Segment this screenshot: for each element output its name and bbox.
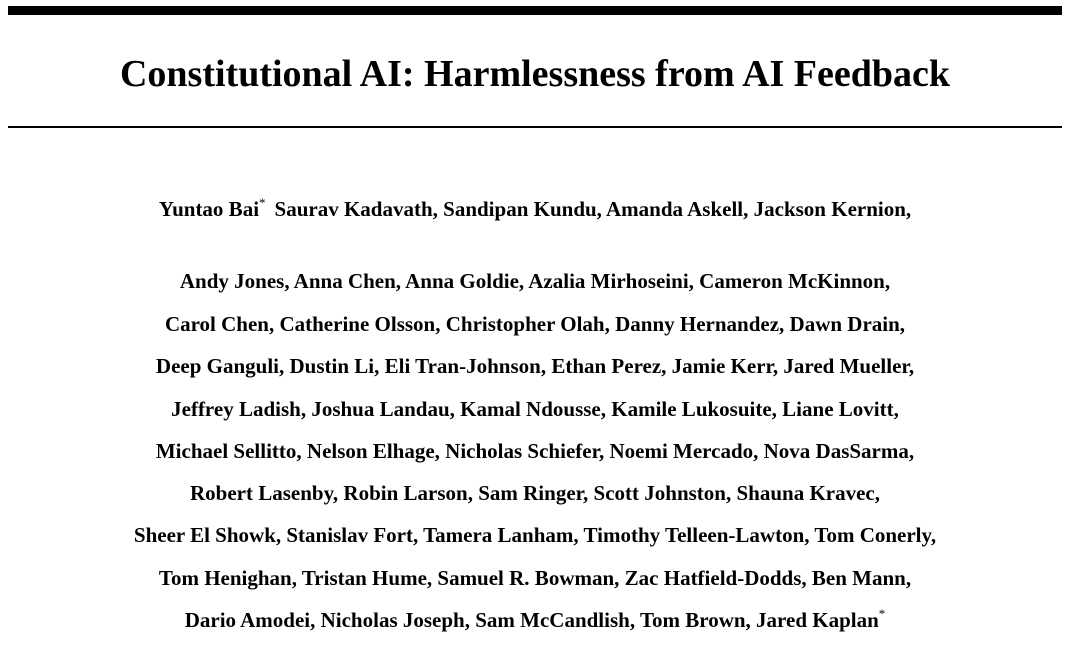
author-line: Jeffrey Ladish, Joshua Landau, Kamal Ndousse, Kamile Lukosuite, Liane Lovitt, [171, 397, 899, 421]
author-line: Carol Chen, Catherine Olsson, Christopher Olah, Danny Hernandez, Dawn Drain, [164, 312, 906, 336]
author-line: Sheer El Showk, Stanislav Fort, Tamera Lanham, Timothy Telleen-Lawton, Tom Conerly, [133, 523, 937, 547]
title-bottom-rule [8, 126, 1062, 128]
author-names: Dario Amodei, Nicholas Joseph, Sam McCandlish, Tom Brown, Jared Kaplan [184, 608, 879, 632]
author-names: Saurav Kadavath, Sandipan Kundu, Amanda Askell, Jackson Kernion, [274, 197, 912, 221]
author-line [8, 606, 1062, 634]
corresponding-author-mark: * [878, 606, 886, 621]
equal-contribution-mark: * [259, 195, 266, 210]
author-line [8, 195, 1062, 223]
title-top-rule [8, 6, 1062, 15]
paper-title: Constitutional AI: Harmlessness from AI Feedback [119, 53, 951, 95]
author-line: Andy Jones, Anna Chen, Anna Goldie, Azalia Mirhoseini, Cameron McKinnon, [179, 269, 891, 293]
author-line: Michael Sellitto, Nelson Elhage, Nicholas Schiefer, Noemi Mercado, Nova DasSarma, [155, 439, 915, 463]
author-line: Deep Ganguli, Dustin Li, Eli Tran-Johnson, Ethan Perez, Jamie Kerr, Jared Mueller, [155, 354, 915, 378]
author-line: Robert Lasenby, Robin Larson, Sam Ringer, Scott Johnston, Shauna Kravec, [190, 481, 880, 505]
author-name: Yuntao Bai [158, 197, 260, 221]
author-line: Tom Henighan, Tristan Hume, Samuel R. Bowman, Zac Hatfield-Dodds, Ben Mann, [158, 566, 912, 590]
